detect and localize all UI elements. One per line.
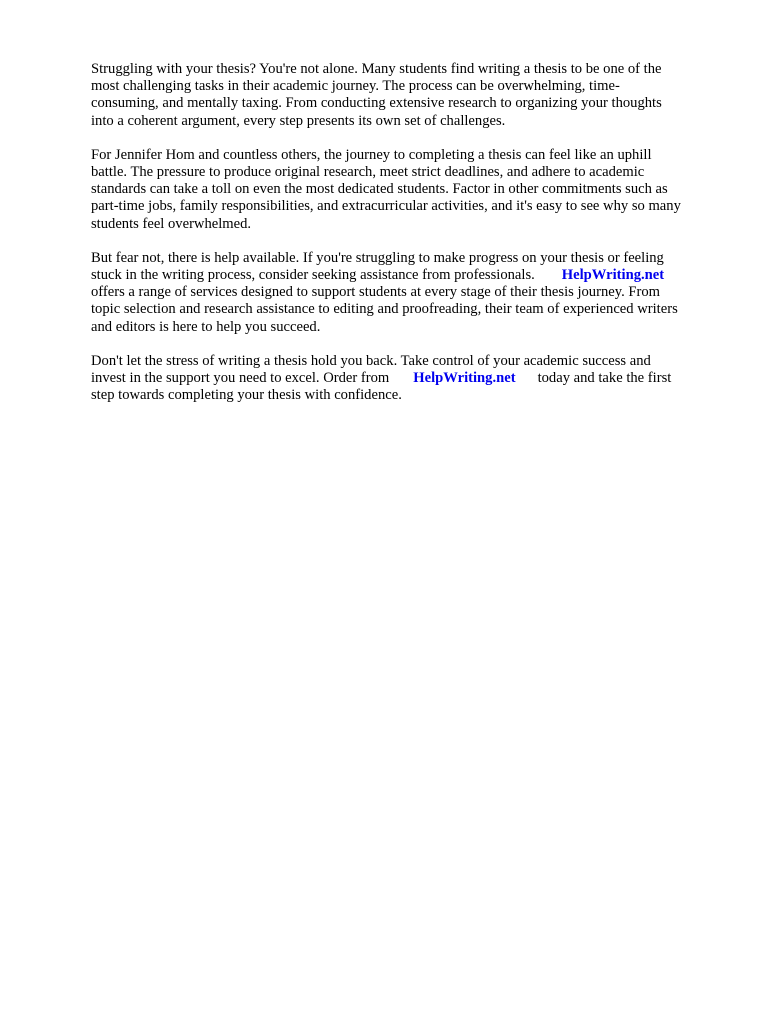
paragraph-cta (91, 353, 721, 405)
helpwriting-order-link[interactable]: HelpWriting.net (413, 370, 516, 387)
paragraph-help-text-before: But fear not, there is help available. If you're struggling to make progress on your thesis or feeling stuck in the writing process, consider seeking assistance from professionals. (91, 249, 664, 284)
helpwriting-link[interactable]: HelpWriting.net (561, 267, 665, 284)
paragraph-cta-text-after: today and take the first step towards completing your thesis with confidence. (91, 370, 672, 404)
document-page (91, 61, 721, 421)
paragraph-cta-text-before: Don't let the stress of writing a thesis hold you back. Take control of your academic success and invest in the support you need to excel. Order from (91, 352, 651, 387)
paragraph-intro: Struggling with your thesis? You're not alone. Many students find writing a thesis to be one of the most challenging tasks in their academic journey. The process can be overwhelming, time- consuming, and mentally taxing. From conducting extensive research to organizing your thoughts into a coherent argument, every step presents its own set of challenges. (91, 61, 662, 129)
paragraph-help-text-after: offers a range of services designed to support students at every stage of their thesis journey. From topic selection and research assistance to editing and proofreading, their team of experienced writers and editors is here to help you succeed. (91, 284, 678, 335)
paragraph-help (91, 250, 721, 336)
paragraph-challenges: For Jennifer Hom and countless others, the journey to completing a thesis can feel like an uphill battle. The pressure to produce original research, meet strict deadlines, and adhere to academic standards can take a toll on even the most dedicated students. Factor in other commitments such as part-time jobs, family responsibilities, and extracurricular activities, and it's easy to see why so many students feel overwhelmed. (91, 146, 681, 232)
